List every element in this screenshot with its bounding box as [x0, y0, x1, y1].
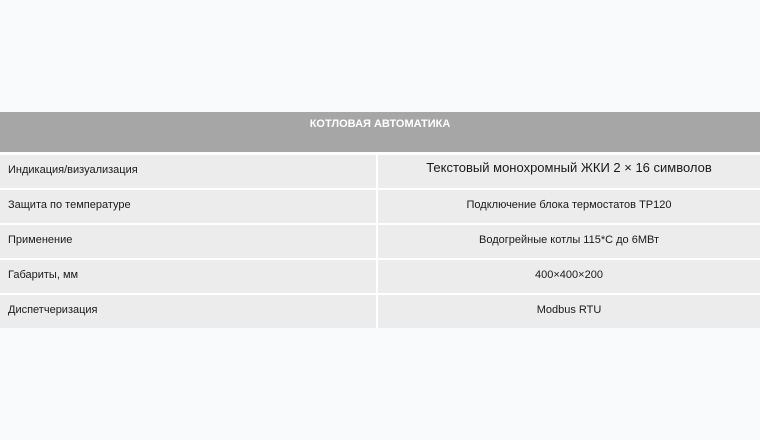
- table-row: [0, 190, 760, 225]
- table-row: [0, 260, 760, 295]
- table-title: КОТЛОВАЯ АВТОМАТИКА: [0, 112, 760, 155]
- row-value: 400×400×200: [535, 269, 603, 281]
- row-label: Диспетчеризация: [0, 295, 378, 328]
- spec-table: [0, 112, 760, 328]
- row-value: Modbus RTU: [536, 304, 602, 316]
- row-label: Габариты, мм: [0, 260, 378, 293]
- row-label: Индикация/визуализация: [0, 155, 378, 188]
- row-label: Защита по температуре: [0, 190, 378, 223]
- row-value: Текстовый монохромный ЖКИ 2 × 16 символов: [426, 160, 712, 175]
- table-row: [0, 225, 760, 260]
- row-value: Водогрейные котлы 115*С до 6МВт: [479, 234, 659, 246]
- row-label: Применение: [0, 225, 378, 258]
- row-value: Подключение блока термостатов ТР120: [466, 199, 672, 211]
- table-row: [0, 295, 760, 328]
- table-row: [0, 155, 760, 190]
